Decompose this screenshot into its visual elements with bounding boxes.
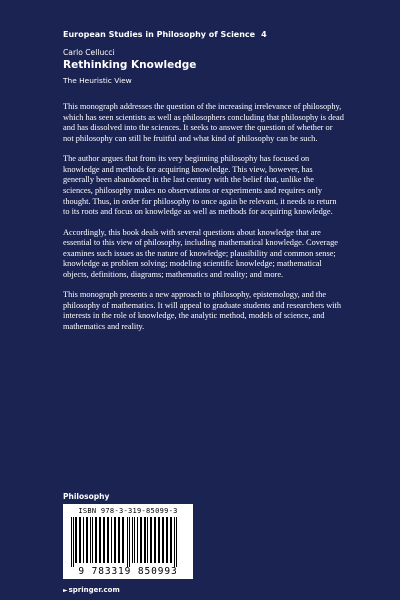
barcode	[69, 517, 187, 567]
series-line	[63, 30, 267, 39]
isbn-text: ISBN 978-3-319-85099-3	[78, 507, 178, 515]
blurb-paragraph: This monograph presents a new approach to philosophy, epistemology, and the philosophy of mathematics. It will appeal to graduate students and researchers with interests in the role of knowledge, the analytic method, models of science, and mathematics and reality.	[63, 290, 342, 332]
barcode-bar	[176, 517, 177, 567]
barcode-bar	[129, 517, 130, 567]
barcode-bar	[132, 517, 133, 563]
barcode-bar	[107, 517, 109, 563]
barcode-bar	[75, 517, 77, 563]
blurb-paragraph: The author argues that from its very beginning philosophy has focused on knowledge and methods for acquiring knowledge. This view, however, has generally been abandoned in the last century with the belief that, unlike the sciences, philosophy makes no observations or experiments and requires only thought. Thus, in order for philosophy to once again be relevant, it needs to return to its roots and focus on knowledge as well as methods for acquiring knowledge.	[63, 154, 337, 217]
barcode-bar	[103, 517, 105, 563]
barcode-bar	[150, 517, 152, 563]
publisher-link[interactable]	[63, 586, 120, 594]
barcode-bar	[92, 517, 93, 563]
barcode-bar	[83, 517, 84, 563]
barcode-bar	[99, 517, 101, 563]
barcode-bar	[162, 517, 164, 563]
barcode-bar	[174, 517, 175, 567]
blurb-paragraph: Accordingly, this book deals with several questions about knowledge that are essential to this view of philosophy, including mathematical knowledge. Coverage examines such issues as the nature of knowledge; plausibility and common sense; knowledge as problem solving; modeling scientific knowledge; mathematical objects, definitions, diagrams; mathematics and reality; and more.	[63, 227, 338, 279]
publisher-url: springer.com	[68, 586, 120, 594]
blurb	[63, 102, 345, 342]
series-volume: 4	[261, 30, 267, 39]
right-arrow-icon: ►	[63, 587, 68, 594]
barcode-bar	[170, 517, 172, 563]
barcode-bar	[90, 517, 91, 563]
barcode-bar	[122, 517, 124, 563]
subject-category: Philosophy	[63, 492, 110, 501]
barcode-bar	[71, 517, 72, 567]
barcode-bar	[166, 517, 168, 563]
barcode-bar	[144, 517, 146, 563]
barcode-bar	[95, 517, 97, 563]
barcode-bar	[114, 517, 116, 563]
blurb-paragraph: This monograph addresses the question of the increasing irrelevance of philosophy, which has seen scientists as well as philosophers concluding that philosophy is dead and has dissolved into the sciences. It seeks to answer the question of whether or not philosophy can still be fruitful and what kind of philosophy can be such.	[63, 102, 344, 143]
book-title: Rethinking Knowledge	[63, 59, 197, 71]
author-name: Carlo Cellucci	[63, 48, 115, 57]
barcode-bar	[158, 517, 160, 563]
barcode-bar	[73, 517, 74, 567]
barcode-bar	[147, 517, 148, 563]
series-title: European Studies in Philosophy of Science	[63, 30, 256, 39]
barcode-panel	[63, 504, 193, 579]
book-subtitle: The Heuristic View	[63, 76, 132, 85]
barcode-bar	[140, 517, 142, 563]
ean-digits: 9 783319 850993	[78, 566, 178, 577]
barcode-bar	[118, 517, 120, 563]
barcode-bar	[79, 517, 81, 563]
barcode-bar	[137, 517, 138, 563]
barcode-bar	[86, 517, 88, 563]
barcode-bar	[154, 517, 156, 563]
barcode-bar	[111, 517, 112, 563]
barcode-bar	[134, 517, 135, 563]
barcode-bar	[127, 517, 128, 567]
